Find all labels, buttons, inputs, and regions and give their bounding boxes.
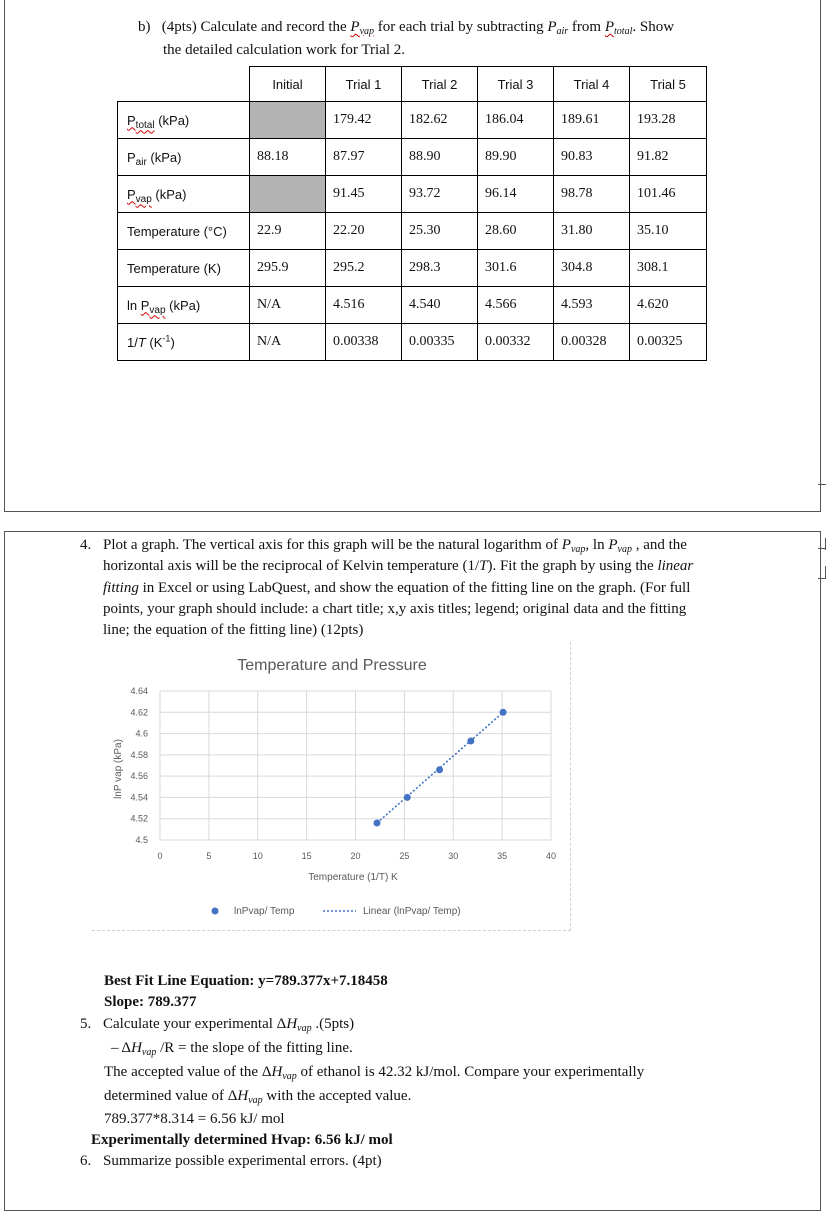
q4-line1: Plot a graph. The vertical axis for this graph will be the natural logarithm of $P_{vap}$, $\ln P_{vap}$ , and the: [103, 537, 687, 555]
table-cell: 179.42: [326, 102, 402, 139]
table-cell: 186.04: [478, 102, 554, 139]
q4-line3: fitting in Excel or using LabQuest, and show the equation of the fitting line on the graph. (For full: [103, 580, 691, 596]
table-header: Trial 4: [554, 67, 630, 102]
table-corner: [118, 67, 250, 102]
row-label-pair: $P_{air}$ (kPa): [118, 139, 250, 176]
table-row: [118, 139, 707, 176]
y-tick-label: 4.52: [130, 813, 148, 824]
row-label-temp-k: Temperature (K): [118, 250, 250, 287]
x-tick-label: 40: [545, 851, 557, 861]
table-cell: 91.45: [326, 176, 402, 213]
row-label-pvap: $P_{vap}$ (kPa): [118, 176, 250, 213]
table-cell: 101.46: [630, 176, 707, 213]
y-tick-label: 4.56: [130, 771, 148, 782]
legend-series-label: lnPvap/ Temp: [234, 906, 295, 917]
row-label-inverse-t: 1/T $(K^{-1})$: [118, 324, 250, 361]
x-tick-label: 20: [350, 851, 361, 861]
row-label-ptotal: $P_{total}$ (kPa): [118, 102, 250, 139]
table-cell: 25.30: [402, 213, 478, 250]
table-cell: 88.18: [250, 139, 326, 176]
frame-marker: [818, 548, 826, 549]
q6-text: Summarize possible experimental errors. (4pt): [103, 1153, 382, 1169]
table-row: [118, 102, 707, 139]
table-header: Trial 2: [402, 67, 478, 102]
table-cell: 189.61: [554, 102, 630, 139]
y-tick-label: 4.62: [130, 707, 148, 718]
q6-number: 6.: [80, 1153, 92, 1169]
chart-title: Temperature and Pressure: [237, 657, 427, 674]
table-header-row: [118, 67, 707, 102]
x-tick-label: 35: [497, 851, 508, 861]
y-tick-label: 4.5: [135, 835, 148, 845]
x-tick-label: 10: [252, 851, 263, 861]
table-cell: [250, 176, 326, 213]
table-cell: 193.28: [630, 102, 707, 139]
table-cell: 295.9: [250, 250, 326, 287]
table-cell: 89.90: [478, 139, 554, 176]
q4-number: 4.: [80, 537, 92, 553]
table-cell: 4.566: [478, 287, 554, 324]
table-cell: 96.14: [478, 176, 554, 213]
table-cell: N/A: [250, 287, 326, 324]
table-cell: 301.6: [478, 250, 554, 287]
table-cell: 4.516: [326, 287, 402, 324]
table-cell: 91.82: [630, 139, 707, 176]
table-cell: 4.620: [630, 287, 707, 324]
table-cell: 90.83: [554, 139, 630, 176]
y-tick-label: 4.58: [130, 749, 148, 760]
table-cell: 88.90: [402, 139, 478, 176]
pressure-table: [117, 66, 707, 361]
table-cell: 98.78: [554, 176, 630, 213]
chart-area: [92, 642, 571, 931]
table-cell: 308.1: [630, 250, 707, 287]
table-row: [118, 287, 707, 324]
q5-line4: determined value of $\Delta H_{vap}$ with the accepted value.: [104, 1088, 412, 1106]
q4-line4: points, your graph should include: a chart title; x,y axis titles; legend; original data and the fitting: [103, 601, 687, 617]
q4-line5: line; the equation of the fitting line) (12pts): [103, 622, 364, 638]
table-cell: 0.00328: [554, 324, 630, 361]
q5-calculation: 789.377*8.314 = 6.56 kJ/ mol: [104, 1111, 285, 1127]
row-label-temp-c: Temperature (°C): [118, 213, 250, 250]
frame-marker: [818, 484, 826, 485]
table-cell: 295.2: [326, 250, 402, 287]
q5-line1: Calculate your experimental $\Delta H_{vap}$ .(5pts): [103, 1016, 355, 1034]
part-b-instruction-line2: the detailed calculation work for Trial 2.: [163, 42, 406, 58]
table-cell: 87.97: [326, 139, 402, 176]
table-cell: 0.00338: [326, 324, 402, 361]
table-cell: 4.593: [554, 287, 630, 324]
y-tick-label: 4.54: [130, 792, 148, 803]
legend-trend-label: Linear (lnPvap/ Temp): [363, 906, 461, 917]
q5-final-answer: Experimentally determined Hvap: 6.56 kJ/ mol: [91, 1132, 393, 1148]
table-cell: 0.00325: [630, 324, 707, 361]
table-cell: 35.10: [630, 213, 707, 250]
table-header: Initial: [250, 67, 326, 102]
x-tick-label: 0: [157, 851, 163, 861]
x-tick-label: 15: [301, 851, 312, 861]
frame-marker: [818, 578, 826, 579]
y-axis-label: lnP vap (kPa): [113, 739, 124, 799]
x-axis-label: Temperature (1/T) K: [308, 872, 398, 883]
slope-value: Slope: 789.377: [104, 994, 197, 1010]
table-row: [118, 250, 707, 287]
table-cell: 4.540: [402, 287, 478, 324]
best-fit-equation: Best Fit Line Equation: y=789.377x+7.18458: [104, 973, 388, 989]
row-label-ln-pvap: $\ln P_{vap}$ (kPa): [118, 287, 250, 324]
y-tick-label: 4.6: [135, 728, 148, 739]
table-cell: 22.9: [250, 213, 326, 250]
table-cell: 298.3: [402, 250, 478, 287]
table-cell: 0.00335: [402, 324, 478, 361]
part-b-instruction: b) (4pts) Calculate and record the $P_{vap}$ for each trial by subtracting $P_{air}$ from $P_{total}$. Show: [138, 19, 675, 37]
table-cell: N/A: [250, 324, 326, 361]
table-header: Trial 3: [478, 67, 554, 102]
table-header: Trial 5: [630, 67, 707, 102]
table-cell: 31.80: [554, 213, 630, 250]
q5-line2: – $\Delta H_{vap}$ /R = the slope of the fitting line.: [111, 1040, 353, 1058]
table-cell: 182.62: [402, 102, 478, 139]
table-cell: [250, 102, 326, 139]
table-cell: 304.8: [554, 250, 630, 287]
table-cell: 93.72: [402, 176, 478, 213]
table-row: [118, 176, 707, 213]
table-cell: 0.00332: [478, 324, 554, 361]
table-row: [118, 324, 707, 361]
q5-line3: The accepted value of the $\Delta H_{vap}$ of ethanol is 42.32 kJ/mol. Compare your experimentally: [104, 1064, 645, 1082]
q5-number: 5.: [80, 1016, 92, 1032]
x-tick-label: 5: [206, 851, 212, 861]
table-row: [118, 213, 707, 250]
q4-line2: horizontal axis will be the reciprocal of Kelvin temperature (1/T). Fit the graph by using the linear: [103, 558, 694, 574]
x-tick-label: 30: [448, 851, 459, 861]
y-tick-label: 4.64: [130, 686, 148, 696]
x-tick-label: 25: [399, 851, 410, 861]
table-cell: 28.60: [478, 213, 554, 250]
table-cell: 22.20: [326, 213, 402, 250]
table-header: Trial 1: [326, 67, 402, 102]
